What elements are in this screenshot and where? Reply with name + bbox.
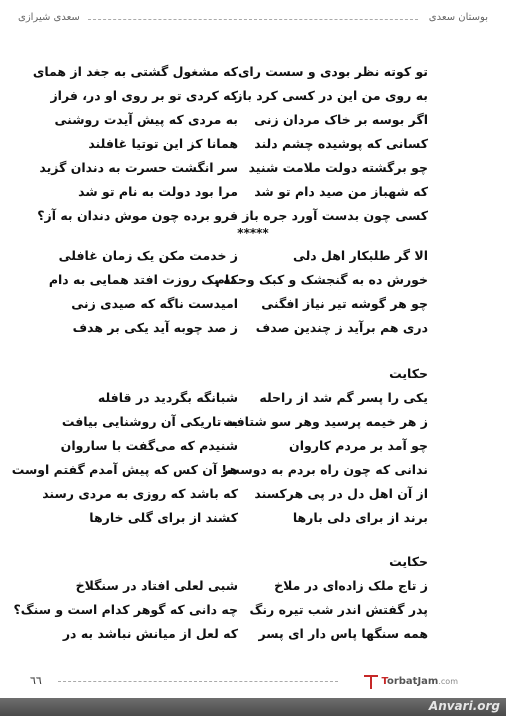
hemistich-second: فرو برده چون موش دندان به آز؟ (37, 208, 238, 223)
header-divider (88, 19, 418, 20)
story-heading: حکایت (389, 366, 428, 381)
hemistich-second: که مشغول گشتی به جغد از همای (32, 64, 238, 79)
couplet (0, 296, 506, 318)
bottom-bar (0, 698, 506, 716)
couplet (0, 438, 506, 460)
hemistich-second: که باشد که روزی به مردی رسند (42, 486, 238, 501)
hemistich-first: چو هر گوشه تیر نیاز افگنی (261, 296, 428, 311)
hemistich-first: چو آمد بر مردم کاروان (289, 438, 428, 453)
couplet (0, 64, 506, 86)
hemistich-first: از آن اهل دل در پی هرکسند (254, 486, 428, 501)
hemistich-first: ز هر خیمه پرسید وهر سو شتافت (223, 414, 428, 429)
hemistich-first: چو برگشته دولت ملامت شنید (248, 160, 428, 175)
couplet (0, 414, 506, 436)
couplet (0, 390, 506, 412)
hemistich-first: برند از برای دلی بارها (292, 510, 428, 525)
couplet (0, 602, 506, 624)
logo-text-part: T (381, 675, 387, 687)
hemistich-second: که لعل از میانش نباشد به در (62, 626, 238, 641)
hemistich-second: به تاریکی آن روشنایی بیافت (61, 414, 238, 429)
hemistich-first: یکی را پسر گم شد از راحله (259, 390, 428, 405)
site-logo (364, 672, 458, 690)
hemistich-second: امیدست ناگه که صیدی زنی (71, 296, 238, 311)
hemistich-first: به روی من این در کسی کرد باز (235, 88, 428, 103)
couplet (0, 184, 506, 206)
couplet (0, 272, 506, 294)
hemistich-first: اگر بوسه بر خاک مردان زنی (254, 112, 428, 127)
hemistich-first: خورش ده به گنجشک و کبک وحمام (215, 272, 428, 287)
couplet (0, 486, 506, 508)
hemistich-first: کسانی که پوشیده چشم دلند (254, 136, 428, 151)
logo-text (381, 676, 458, 687)
hemistich-first: دری هم برآید ز چندین صدف (255, 320, 428, 335)
story-heading: حکایت (389, 554, 428, 569)
page-number: ٦٦ (30, 674, 42, 687)
torbatjam-logo-icon (364, 673, 378, 689)
hemistich-first: ندانی که چون راه بردم به دوست! (221, 462, 428, 477)
hemistich-second: شبی لعلی افتاد در سنگلاخ (75, 578, 238, 593)
logo-text-part: .com (438, 676, 458, 686)
hemistich-second: که یک روزت افتد همایی به دام (48, 272, 238, 287)
author-name: سعدی شیرازی (18, 12, 80, 23)
hemistich-second: شنیدم که می‌گفت با ساروان (60, 438, 238, 453)
couplet (0, 136, 506, 158)
hemistich-second: ز خدمت مکن یک زمان غافلی (58, 248, 238, 263)
hemistich-first: الا گر طلبکار اهل دلی (292, 248, 428, 263)
hemistich-first: تو کوته نظر بودی و سست رای (237, 64, 428, 79)
page-header (18, 10, 488, 30)
hemistich-second: چه دانی که گوهر کدام است و سنگ؟ (13, 602, 238, 617)
section-separator: ***** (237, 226, 269, 240)
hemistich-first: کسی چون بدست آورد جره باز (242, 208, 428, 223)
couplet (0, 462, 506, 484)
hemistich-first: که شهباز من صید دام تو شد (254, 184, 428, 199)
couplet (0, 510, 506, 532)
watermark: Anvari.org (428, 699, 500, 713)
page-footer (18, 672, 488, 692)
hemistich-second: سر انگشت حسرت به دندان گزید (39, 160, 238, 175)
hemistich-second: که کردی تو بر روی او در، فراز (50, 88, 238, 103)
hemistich-second: همانا کز این توتیا غافلند (88, 136, 238, 151)
hemistich-second: کشند از برای گلی خارها (89, 510, 238, 525)
hemistich-first: ز تاج ملک زاده‌ای در ملاخ (274, 578, 428, 593)
hemistich-second: مرا بود دولت به نام تو شد (78, 184, 238, 199)
footer-divider (58, 681, 338, 682)
hemistich-second: شبانگه بگردید در قافله (97, 390, 238, 405)
hemistich-second: ز صد چوبه آید یکی بر هدف (72, 320, 238, 335)
couplet (0, 578, 506, 600)
logo-text-part: orbatJam (386, 675, 439, 687)
couplet (0, 248, 506, 270)
couplet (0, 626, 506, 648)
hemistich-first: پدر گفتش اندر شب تیره رنگ (249, 602, 428, 617)
hemistich-second: هر آن کس که پیش آمدم گفتم اوست (11, 462, 238, 477)
couplet (0, 160, 506, 182)
couplet (0, 88, 506, 110)
couplet (0, 112, 506, 134)
couplet (0, 320, 506, 342)
hemistich-first: همه سنگها پاس دار ای پسر (258, 626, 428, 641)
hemistich-second: به مردی که پیش آیدت روشنی (54, 112, 238, 127)
book-title: بوستان سعدی (428, 12, 488, 23)
